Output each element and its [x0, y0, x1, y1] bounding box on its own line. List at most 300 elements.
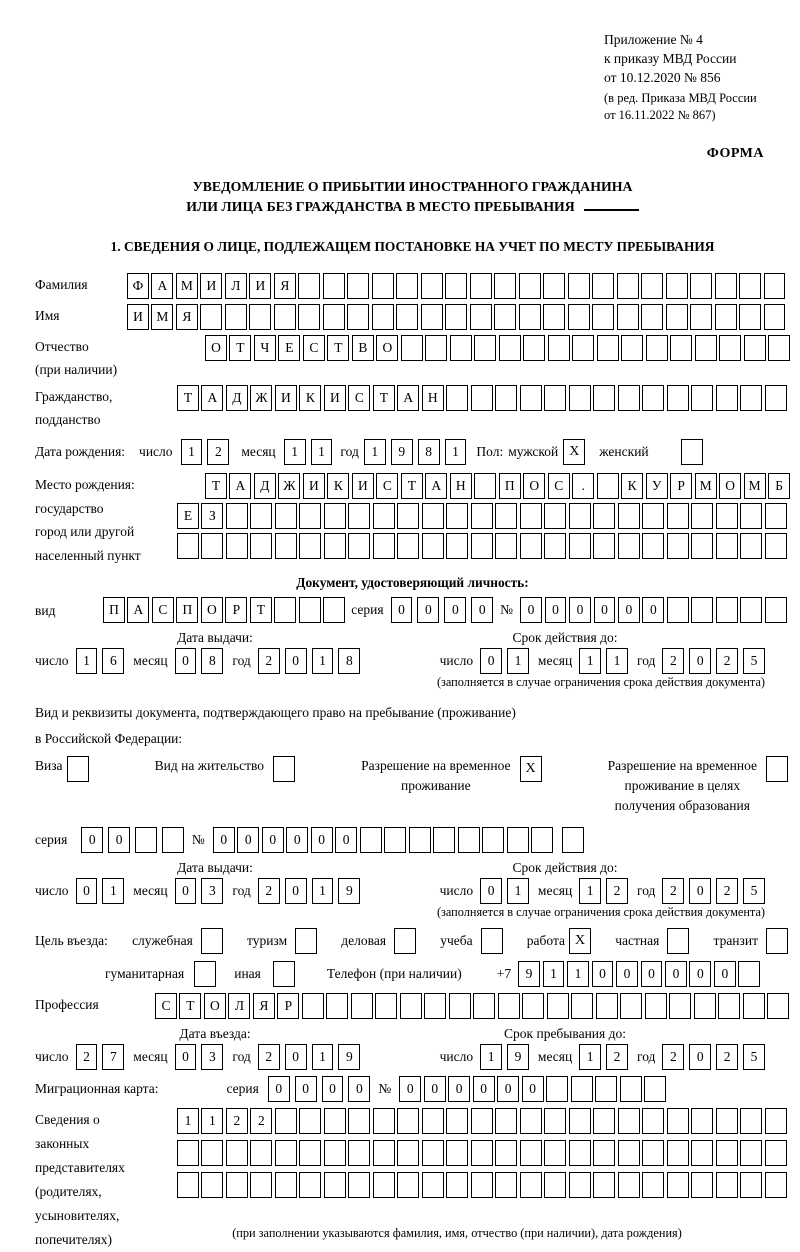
char-cell[interactable] [667, 533, 689, 559]
char-cell[interactable] [520, 1108, 542, 1134]
char-cell[interactable] [739, 304, 761, 330]
char-cell[interactable] [547, 993, 569, 1019]
char-cell[interactable]: Т [401, 473, 423, 499]
char-cell[interactable]: 1 [102, 878, 124, 904]
char-cell[interactable] [474, 473, 496, 499]
char-cell[interactable] [275, 503, 297, 529]
char-cell[interactable] [572, 335, 594, 361]
char-cell[interactable] [299, 597, 321, 623]
char-cell[interactable]: 0 [714, 961, 736, 987]
char-cell[interactable] [373, 533, 395, 559]
char-cell[interactable]: К [621, 473, 643, 499]
char-cell[interactable]: Н [450, 473, 472, 499]
char-cell[interactable] [740, 1108, 762, 1134]
char-cell[interactable]: 1 [181, 439, 203, 465]
char-cell[interactable] [544, 503, 566, 529]
char-cell[interactable] [424, 993, 446, 1019]
char-cell[interactable]: И [127, 304, 149, 330]
char-cell[interactable] [409, 827, 431, 853]
char-cell[interactable] [495, 1108, 517, 1134]
char-cell[interactable] [617, 273, 639, 299]
char-cell[interactable] [372, 304, 394, 330]
char-cell[interactable] [743, 993, 765, 1019]
char-cell[interactable]: Р [670, 473, 692, 499]
char-cell[interactable]: 1 [76, 648, 98, 674]
char-cell[interactable] [445, 273, 467, 299]
char-cell[interactable]: Т [177, 385, 199, 411]
char-cell[interactable] [670, 335, 692, 361]
char-cell[interactable]: 0 [108, 827, 130, 853]
char-cell[interactable] [593, 503, 615, 529]
char-cell[interactable] [646, 335, 668, 361]
char-cell[interactable] [373, 1140, 395, 1166]
char-cell[interactable] [348, 503, 370, 529]
char-cell[interactable]: 0 [285, 648, 307, 674]
char-cell[interactable]: С [303, 335, 325, 361]
char-cell[interactable]: А [397, 385, 419, 411]
char-cell[interactable] [543, 273, 565, 299]
char-cell[interactable] [226, 533, 248, 559]
char-cell[interactable] [520, 503, 542, 529]
char-cell[interactable] [275, 533, 297, 559]
char-cell[interactable]: 3 [201, 878, 223, 904]
char-cell[interactable] [396, 304, 418, 330]
char-cell[interactable] [765, 1140, 787, 1166]
char-cell[interactable]: И [200, 273, 222, 299]
char-cell[interactable] [618, 1108, 640, 1134]
char-cell[interactable] [400, 993, 422, 1019]
char-cell[interactable] [449, 993, 471, 1019]
char-cell[interactable] [422, 1140, 444, 1166]
char-cell[interactable]: Т [327, 335, 349, 361]
char-cell[interactable] [548, 335, 570, 361]
char-cell[interactable] [544, 385, 566, 411]
char-cell[interactable] [618, 1140, 640, 1166]
char-cell[interactable] [642, 385, 664, 411]
char-cell[interactable] [764, 304, 786, 330]
char-cell[interactable] [275, 1140, 297, 1166]
char-cell[interactable] [482, 827, 504, 853]
char-cell[interactable]: А [127, 597, 149, 623]
char-cell[interactable]: 0 [471, 597, 493, 623]
char-cell[interactable] [471, 1172, 493, 1198]
char-cell[interactable] [642, 533, 664, 559]
char-cell[interactable]: Р [277, 993, 299, 1019]
char-cell[interactable] [360, 827, 382, 853]
char-cell[interactable]: 2 [76, 1044, 98, 1070]
char-cell[interactable] [225, 304, 247, 330]
char-cell[interactable] [471, 503, 493, 529]
char-cell[interactable] [450, 335, 472, 361]
visa-checkbox[interactable] [67, 756, 89, 782]
char-cell[interactable] [200, 304, 222, 330]
char-cell[interactable]: М [695, 473, 717, 499]
char-cell[interactable]: 0 [335, 827, 357, 853]
char-cell[interactable] [323, 304, 345, 330]
char-cell[interactable] [667, 503, 689, 529]
char-cell[interactable] [474, 335, 496, 361]
char-cell[interactable]: 0 [311, 827, 333, 853]
char-cell[interactable] [592, 304, 614, 330]
char-cell[interactable]: 8 [338, 648, 360, 674]
char-cell[interactable] [446, 1140, 468, 1166]
char-cell[interactable] [324, 1172, 346, 1198]
char-cell[interactable]: Л [228, 993, 250, 1019]
char-cell[interactable]: 0 [175, 878, 197, 904]
char-cell[interactable]: П [499, 473, 521, 499]
char-cell[interactable]: 1 [284, 439, 306, 465]
char-cell[interactable] [401, 335, 423, 361]
char-cell[interactable]: 1 [507, 878, 529, 904]
char-cell[interactable] [617, 304, 639, 330]
char-cell[interactable] [298, 273, 320, 299]
char-cell[interactable] [347, 273, 369, 299]
char-cell[interactable]: 2 [662, 648, 684, 674]
char-cell[interactable] [250, 533, 272, 559]
char-cell[interactable] [373, 1108, 395, 1134]
char-cell[interactable] [226, 1172, 248, 1198]
char-cell[interactable] [201, 1140, 223, 1166]
char-cell[interactable] [666, 273, 688, 299]
char-cell[interactable] [520, 385, 542, 411]
char-cell[interactable] [177, 1140, 199, 1166]
char-cell[interactable] [667, 385, 689, 411]
char-cell[interactable]: 2 [716, 1044, 738, 1070]
char-cell[interactable] [546, 1076, 568, 1102]
char-cell[interactable] [691, 533, 713, 559]
char-cell[interactable] [568, 304, 590, 330]
char-cell[interactable] [422, 533, 444, 559]
char-cell[interactable] [593, 1140, 615, 1166]
char-cell[interactable]: А [229, 473, 251, 499]
char-cell[interactable]: 1 [579, 1044, 601, 1070]
char-cell[interactable]: В [352, 335, 374, 361]
purpose-turizm-checkbox[interactable] [295, 928, 317, 954]
purpose-chastnaya-checkbox[interactable] [667, 928, 689, 954]
char-cell[interactable]: Д [254, 473, 276, 499]
char-cell[interactable] [641, 304, 663, 330]
char-cell[interactable] [162, 827, 184, 853]
char-cell[interactable] [323, 273, 345, 299]
char-cell[interactable]: К [299, 385, 321, 411]
char-cell[interactable]: 0 [285, 878, 307, 904]
char-cell[interactable]: 1 [311, 439, 333, 465]
char-cell[interactable]: 2 [258, 878, 280, 904]
char-cell[interactable] [326, 993, 348, 1019]
char-cell[interactable] [620, 1076, 642, 1102]
char-cell[interactable] [544, 533, 566, 559]
char-cell[interactable]: Р [225, 597, 247, 623]
char-cell[interactable] [494, 273, 516, 299]
char-cell[interactable] [421, 273, 443, 299]
char-cell[interactable] [499, 335, 521, 361]
purpose-rabota-checkbox[interactable]: X [569, 928, 591, 954]
char-cell[interactable] [592, 273, 614, 299]
char-cell[interactable]: 0 [473, 1076, 495, 1102]
char-cell[interactable] [716, 533, 738, 559]
char-cell[interactable] [543, 304, 565, 330]
char-cell[interactable] [397, 1108, 419, 1134]
char-cell[interactable]: 0 [399, 1076, 421, 1102]
char-cell[interactable]: 9 [338, 878, 360, 904]
char-cell[interactable] [471, 1140, 493, 1166]
char-cell[interactable]: Е [278, 335, 300, 361]
char-cell[interactable] [348, 1140, 370, 1166]
char-cell[interactable]: 2 [226, 1108, 248, 1134]
char-cell[interactable] [274, 304, 296, 330]
char-cell[interactable]: О [201, 597, 223, 623]
char-cell[interactable] [569, 503, 591, 529]
char-cell[interactable] [593, 533, 615, 559]
char-cell[interactable]: Б [768, 473, 790, 499]
char-cell[interactable]: 5 [743, 878, 765, 904]
char-cell[interactable]: 0 [76, 878, 98, 904]
char-cell[interactable] [645, 993, 667, 1019]
char-cell[interactable] [765, 1172, 787, 1198]
char-cell[interactable]: 0 [391, 597, 413, 623]
char-cell[interactable]: С [155, 993, 177, 1019]
char-cell[interactable] [691, 385, 713, 411]
char-cell[interactable]: 2 [716, 648, 738, 674]
char-cell[interactable]: 1 [567, 961, 589, 987]
char-cell[interactable] [595, 1076, 617, 1102]
char-cell[interactable]: 2 [662, 1044, 684, 1070]
char-cell[interactable]: И [324, 385, 346, 411]
char-cell[interactable]: А [201, 385, 223, 411]
char-cell[interactable]: 2 [662, 878, 684, 904]
char-cell[interactable] [520, 1140, 542, 1166]
char-cell[interactable]: 8 [201, 648, 223, 674]
char-cell[interactable] [568, 273, 590, 299]
purpose-ucheba-checkbox[interactable] [481, 928, 503, 954]
char-cell[interactable]: 1 [312, 1044, 334, 1070]
char-cell[interactable] [544, 1140, 566, 1166]
char-cell[interactable] [618, 385, 640, 411]
char-cell[interactable]: 2 [207, 439, 229, 465]
char-cell[interactable] [249, 304, 271, 330]
char-cell[interactable] [351, 993, 373, 1019]
char-cell[interactable] [740, 503, 762, 529]
char-cell[interactable]: 1 [312, 648, 334, 674]
char-cell[interactable] [738, 961, 760, 987]
char-cell[interactable] [302, 993, 324, 1019]
char-cell[interactable]: Т [373, 385, 395, 411]
char-cell[interactable] [765, 597, 787, 623]
char-cell[interactable]: А [151, 273, 173, 299]
char-cell[interactable]: 0 [594, 597, 616, 623]
char-cell[interactable] [397, 503, 419, 529]
char-cell[interactable] [618, 503, 640, 529]
char-cell[interactable] [274, 597, 296, 623]
char-cell[interactable]: 0 [262, 827, 284, 853]
char-cell[interactable] [718, 993, 740, 1019]
char-cell[interactable] [299, 1108, 321, 1134]
char-cell[interactable]: О [719, 473, 741, 499]
char-cell[interactable]: 0 [285, 1044, 307, 1070]
char-cell[interactable] [740, 533, 762, 559]
char-cell[interactable] [621, 335, 643, 361]
char-cell[interactable]: Т [205, 473, 227, 499]
char-cell[interactable]: Ч [254, 335, 276, 361]
char-cell[interactable]: 1 [480, 1044, 502, 1070]
char-cell[interactable]: Т [229, 335, 251, 361]
char-cell[interactable]: 0 [286, 827, 308, 853]
purpose-gumanitarnaya-checkbox[interactable] [194, 961, 216, 987]
char-cell[interactable]: 1 [579, 878, 601, 904]
char-cell[interactable] [767, 993, 789, 1019]
char-cell[interactable] [446, 533, 468, 559]
char-cell[interactable] [620, 993, 642, 1019]
char-cell[interactable] [740, 597, 762, 623]
char-cell[interactable]: 0 [268, 1076, 290, 1102]
char-cell[interactable] [324, 1108, 346, 1134]
char-cell[interactable]: И [303, 473, 325, 499]
purpose-delovaya-checkbox[interactable] [394, 928, 416, 954]
char-cell[interactable]: 0 [641, 961, 663, 987]
char-cell[interactable] [324, 533, 346, 559]
char-cell[interactable] [667, 1108, 689, 1134]
char-cell[interactable] [716, 1140, 738, 1166]
char-cell[interactable]: 2 [606, 878, 628, 904]
char-cell[interactable] [522, 993, 544, 1019]
char-cell[interactable] [519, 304, 541, 330]
char-cell[interactable] [177, 533, 199, 559]
char-cell[interactable] [135, 827, 157, 853]
char-cell[interactable]: 0 [417, 597, 439, 623]
char-cell[interactable]: Ж [250, 385, 272, 411]
char-cell[interactable]: 1 [579, 648, 601, 674]
char-cell[interactable] [495, 385, 517, 411]
char-cell[interactable] [667, 1172, 689, 1198]
char-cell[interactable]: 0 [569, 597, 591, 623]
char-cell[interactable] [446, 1172, 468, 1198]
char-cell[interactable] [396, 273, 418, 299]
char-cell[interactable]: 0 [545, 597, 567, 623]
char-cell[interactable] [495, 503, 517, 529]
char-cell[interactable]: 0 [480, 878, 502, 904]
char-cell[interactable]: 9 [518, 961, 540, 987]
char-cell[interactable]: 0 [348, 1076, 370, 1102]
char-cell[interactable] [765, 503, 787, 529]
char-cell[interactable] [618, 533, 640, 559]
char-cell[interactable] [275, 1108, 297, 1134]
char-cell[interactable]: Я [253, 993, 275, 1019]
char-cell[interactable] [739, 273, 761, 299]
char-cell[interactable] [494, 304, 516, 330]
char-cell[interactable]: П [103, 597, 125, 623]
char-cell[interactable]: 9 [507, 1044, 529, 1070]
char-cell[interactable] [764, 273, 786, 299]
char-cell[interactable] [177, 1172, 199, 1198]
char-cell[interactable] [716, 1172, 738, 1198]
char-cell[interactable] [667, 597, 689, 623]
char-cell[interactable]: 0 [81, 827, 103, 853]
char-cell[interactable] [471, 1108, 493, 1134]
char-cell[interactable]: 0 [175, 1044, 197, 1070]
char-cell[interactable]: 0 [522, 1076, 544, 1102]
char-cell[interactable]: С [152, 597, 174, 623]
char-cell[interactable]: С [548, 473, 570, 499]
char-cell[interactable]: И [249, 273, 271, 299]
char-cell[interactable]: 2 [250, 1108, 272, 1134]
char-cell[interactable]: 0 [444, 597, 466, 623]
char-cell[interactable]: М [744, 473, 766, 499]
char-cell[interactable] [690, 304, 712, 330]
char-cell[interactable] [569, 1108, 591, 1134]
char-cell[interactable]: З [201, 503, 223, 529]
char-cell[interactable]: 3 [201, 1044, 223, 1070]
char-cell[interactable]: 0 [295, 1076, 317, 1102]
char-cell[interactable] [593, 1108, 615, 1134]
char-cell[interactable] [498, 993, 520, 1019]
char-cell[interactable] [765, 1108, 787, 1134]
char-cell[interactable] [446, 385, 468, 411]
char-cell[interactable] [740, 1172, 762, 1198]
char-cell[interactable] [519, 273, 541, 299]
char-cell[interactable] [642, 1108, 664, 1134]
char-cell[interactable]: 2 [716, 878, 738, 904]
char-cell[interactable] [691, 503, 713, 529]
char-cell[interactable]: Я [176, 304, 198, 330]
char-cell[interactable] [691, 1108, 713, 1134]
char-cell[interactable]: 1 [312, 878, 334, 904]
char-cell[interactable] [201, 533, 223, 559]
char-cell[interactable] [716, 597, 738, 623]
char-cell[interactable] [642, 1172, 664, 1198]
char-cell[interactable] [642, 1140, 664, 1166]
char-cell[interactable] [571, 993, 593, 1019]
char-cell[interactable] [348, 1108, 370, 1134]
char-cell[interactable] [544, 1108, 566, 1134]
char-cell[interactable] [250, 1172, 272, 1198]
char-cell[interactable]: Ж [278, 473, 300, 499]
char-cell[interactable] [375, 993, 397, 1019]
char-cell[interactable] [250, 1140, 272, 1166]
char-cell[interactable] [765, 533, 787, 559]
char-cell[interactable]: 9 [391, 439, 413, 465]
purpose-sluzhebnaya-checkbox[interactable] [201, 928, 223, 954]
char-cell[interactable]: 8 [418, 439, 440, 465]
char-cell[interactable] [425, 335, 447, 361]
char-cell[interactable] [740, 1140, 762, 1166]
char-cell[interactable] [446, 503, 468, 529]
char-cell[interactable] [716, 385, 738, 411]
char-cell[interactable] [715, 273, 737, 299]
char-cell[interactable]: 2 [258, 648, 280, 674]
char-cell[interactable] [768, 335, 790, 361]
char-cell[interactable] [544, 1172, 566, 1198]
char-cell[interactable]: Т [179, 993, 201, 1019]
char-cell[interactable] [226, 1140, 248, 1166]
char-cell[interactable] [470, 273, 492, 299]
char-cell[interactable] [520, 1172, 542, 1198]
char-cell[interactable]: 0 [175, 648, 197, 674]
char-cell[interactable]: 1 [177, 1108, 199, 1134]
char-cell[interactable]: О [523, 473, 545, 499]
char-cell[interactable]: 5 [743, 1044, 765, 1070]
char-cell[interactable]: М [151, 304, 173, 330]
char-cell[interactable] [397, 1172, 419, 1198]
char-cell[interactable]: . [572, 473, 594, 499]
char-cell[interactable] [569, 1140, 591, 1166]
char-cell[interactable] [719, 335, 741, 361]
char-cell[interactable]: М [176, 273, 198, 299]
char-cell[interactable]: Е [177, 503, 199, 529]
char-cell[interactable]: П [176, 597, 198, 623]
char-cell[interactable] [372, 273, 394, 299]
char-cell[interactable] [299, 533, 321, 559]
char-cell[interactable] [690, 273, 712, 299]
